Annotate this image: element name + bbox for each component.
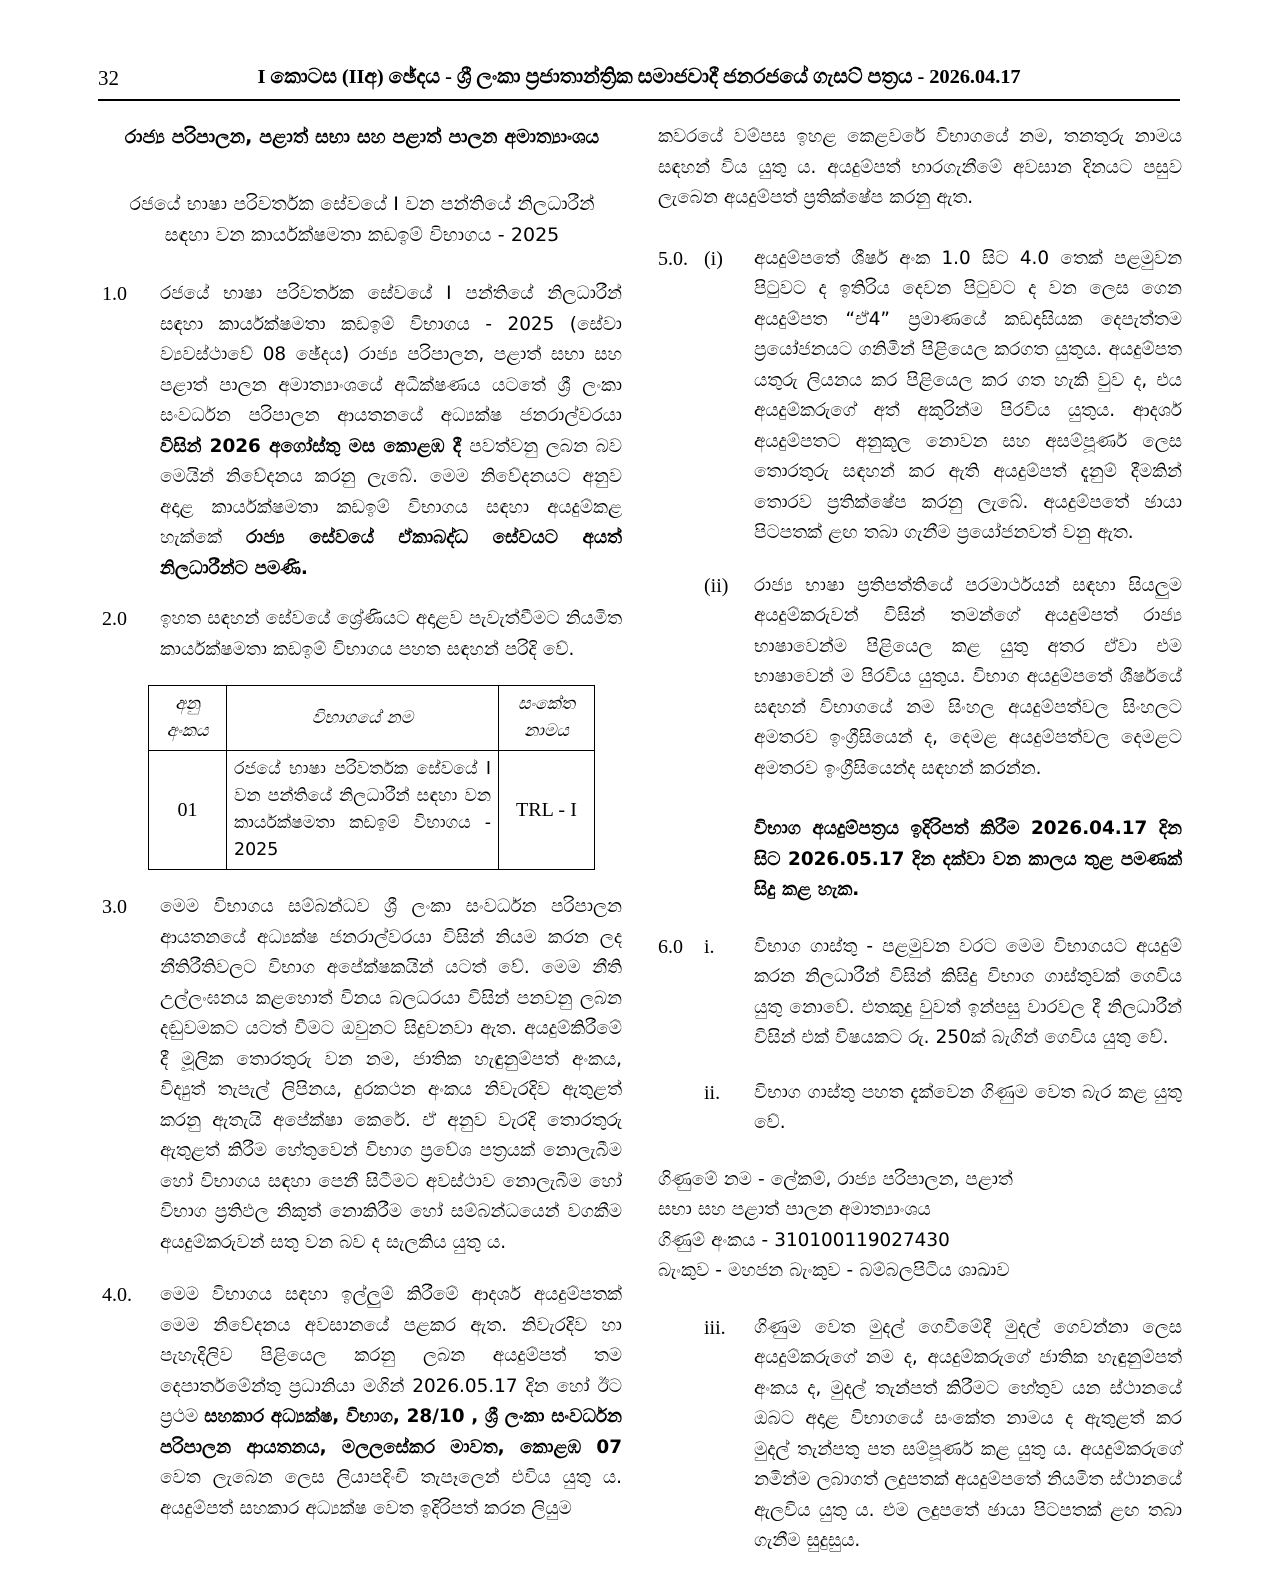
clause-6-i: [658, 932, 1182, 1054]
page-number: 32: [98, 66, 119, 90]
exam-title-heading: රජයේ භාෂා පරිවර්තක සේවයේ I වන පන්තියේ නිලධාරීන් සඳහා වන කාර්යක්ෂමතා කඩඉම් විභාගය - 2025: [129, 193, 595, 246]
header-divider-rule: [98, 99, 1180, 101]
text-run: වෙත ලැබෙන ලෙස ලියාපදිංචි තැපෑලෙන් එවිය යුතු ය. අයදුම්පත් සහකාර අධ්‍යක්ෂ වෙත ඉදිරිපත් කරන ලියුම: [160, 1467, 622, 1519]
clause-5-i-body: [754, 244, 1182, 549]
clause-6-ii: [658, 1078, 1182, 1287]
clause-3-number: 3.0: [102, 896, 127, 918]
table-header-row: [149, 686, 595, 751]
text-run: පවත්වනු ලබන බව මෙයින් නිවේදනය කරනු ලැබේ. මෙම නිවේදනයට අනුව අදාළ කාර්යක්ෂමතා කඩඉම් විභාගය සඳහා අයදුම්කළ හැක්කේ: [160, 435, 622, 548]
exam-table: [148, 685, 595, 870]
clause-2: [102, 604, 622, 665]
clause-2-number: 2.0: [102, 608, 127, 630]
clause-2-body: [160, 604, 622, 665]
clause-6-number: 6.0: [658, 935, 683, 958]
emphasised-run: සහකාර අධ්‍යක්ෂ, විභාග, 28/10 , ශ්‍රී ලංකා සංවර්ධන පරිපාලන ආයතනය, මලලසේකර මාවත, කොළඹ 07: [160, 1406, 622, 1458]
clause-6-iii-body: [754, 1313, 1182, 1557]
clause-1-body: [160, 279, 622, 584]
table-row: [149, 751, 595, 870]
text-run: විභාග ගාස්තු පහත දැක්වෙන ගිණුම වෙත බැර කළ යුතු වේ.: [754, 1081, 1182, 1133]
text-run: අයදුම්පතේ ශීර්ෂ අංක 1.0 සිට 4.0 තෙක් පළමුවන පිටුවට ද ඉතිරිය දෙවන පිටුවට ද වන ලෙස ගෙන අයදුම්පත “ඒ4” ප්‍රමාණයේ කඩදාසියක දෙපැත්තම ප්‍රයෝජනයට ගනිමින් පිළියෙල කරගත යුතුය. අයදුම්පත යතුරු ලියනය කර පිළියෙල කර ගත හැකි වුව ද, එය අයදුම්කරුගේ අත් අකුරින්ම පිරවිය යුතුය. ආදර්ශ අයදුම්පතට අනුකූල නොවන සහ අසම්පූර්ණ ලෙස තොරතුරු සඳහන් කර ඇති අයදුම්පත් දැනුම් දීමකින් තොරව ප්‍රතික්ෂේප කරනු ලැබේ. අයදුම්පතේ ඡායා පිටපතක් ළඟ තබා ගැනීම ප්‍රයෝජනවත් වනු ඇත.: [754, 247, 1182, 543]
clause-6-i-body: [754, 932, 1182, 1054]
clause-5-sub-ii: (ii): [704, 574, 729, 597]
text-run: ඉහත සඳහන් සේවයේ ශ්‍රේණියට අදාළව පැවැත්වීමට නියමිත කාර්යක්ෂමතා කඩඉම් විභාගය පහත සඳහන් පරිදි වේ.: [160, 608, 622, 660]
bank-branch-line: බැංකුව - මහජන බැංකුව - බම්බලපිටිය ශාඛාව: [658, 1260, 1010, 1281]
clause-5-i: [658, 244, 1182, 549]
text-run: විභාග ගාස්තු - පළමුවන වරට මෙම විභාගයට අයදුම් කරන නිලධාරීන් විසින් කිසිදු විභාග ගාස්තුවක් ගෙවිය යුතු නොවේ. එතකුදු වුවත් ඉන්පසු වාරවල දී නිලධාරීන් විසින් එක් විෂයකට රු. 250ක් බැගින් ගෙවිය යුතු වේ.: [754, 935, 1182, 1048]
application-period-emphasis: විභාග අයදුම්පත්‍රය ඉදිරිපත් කිරීම 2026.04.17 දින සිට 2026.05.17 දින දක්වා වන කාලය තුළ පමණක් සිදු කළ හැක.: [754, 818, 1182, 900]
right-column: [658, 122, 1182, 1577]
cell-serial-number: 01: [149, 751, 227, 870]
account-number-line: ගිණුම් අංකය - 310100119027430: [658, 1229, 950, 1251]
left-column: [102, 122, 622, 1544]
clause-5-sub-i: (i): [704, 247, 723, 270]
account-name-line-2: සභා සහ පළාත් පාලන අමාත්‍යාංශය: [658, 1199, 931, 1220]
text-run: රාජ්‍ය භාෂා ප්‍රතිපත්තියේ පරමාර්ථයන් සඳහා සියලුම අයදුම්කරුවන් විසින් තමන්ගේ අයදුම්පත් රාජ්‍ය භාෂාවෙන්ම පිළියෙල කළ යුතු අතර ඒවා එම භාෂාවෙන් ම පිරවිය යුතුය. විභාග අයදුම්පතේ ශීර්ෂයේ සඳහන් විභාගයේ නම සිංහල අයදුම්පත්වල සිංහලට අමතරව ඉංග්‍රීසියෙන් ද, දෙමළ අයදුම්පත්වල දෙමළට අමතරව ඉංග්‍රීසියෙන්ද සඳහන් කරන්න.: [754, 574, 1182, 779]
emphasised-run: විසින් 2026 අගෝස්තු මස කොළඹ දී: [160, 435, 470, 457]
bank-account-details: [658, 1165, 1182, 1287]
clause-5-number: 5.0.: [658, 247, 688, 270]
text-run: ගිණුම වෙත මුදල් ගෙවීමේදී මුදල් ගෙවන්නා ලෙස අයදුම්කරුගේ නම ද, අයදුම්කරුගේ ජාතික හැඳුනුම්පත් අංකය ද, මුදල් තැන්පත් කිරීමට හේතුව යන ස්ථානයේ ඔබට අදාළ විභාගයේ සංකේත නාමය ද ඇතුළත් කර මුදල් තැන්පතු පත සම්පූර්ණ කළ යුතු ය. අයදුම්කරුගේ නමින්ම ලබාගත් ලදුපතක් අයදුම්පතේ නියමිත ස්ථානයේ ඇලවිය යුතු ය. එම ලදුපතේ ඡායා පිටපතක් ළඟ තබා ගැනීම සුදුසුය.: [754, 1316, 1182, 1551]
account-name-line-1: ගිණුමේ නම - ලේකම්, රාජ්‍ය පරිපාලන, පළාත්: [658, 1168, 1013, 1190]
clause-3-body: [160, 892, 622, 1258]
running-header: [98, 60, 1180, 100]
emphasis-clause: [658, 814, 1182, 906]
text-run: රජයේ භාෂා පරිවර්තක සේවයේ I පන්තියේ නිලධාරීන් සඳහා කාර්යක්ෂමතා කඩඉම් විභාගය - 2025 (සේවා ව්‍යවස්ථාවේ 08 ඡේදය) රාජ්‍ය පරිපාලන, පළාත් සභා සහ පළාත් පාලන අමාත්‍යාංශයේ අධීක්ෂණය යටතේ ශ්‍රී ලංකා සංවර්ධන පරිපාලන ආයතනයේ අධ්‍යක්ෂ ජනරාල්වරයා: [160, 283, 622, 426]
column-header-serial: අනු අංකය: [149, 686, 227, 751]
column-header-exam-name: විභාගයේ නම: [227, 686, 499, 751]
ministry-heading: රාජ්‍ය පරිපාලන, පළාත් සභා සහ පළාත් පාලන අමාත්‍යාංශය: [124, 126, 600, 148]
clause-6-sub-iii: iii.: [704, 1316, 726, 1339]
clause-5-ii-body: [754, 571, 1182, 785]
column-header-code-name: සංකේත නාමය: [499, 686, 595, 751]
clause-1: [102, 279, 622, 584]
clause-1-number: 1.0: [102, 283, 127, 305]
clause-6-ii-body: [754, 1078, 1182, 1139]
clause-6-iii: [658, 1313, 1182, 1557]
clause-3: [102, 892, 622, 1258]
text-run: මෙම විභාගය සඳහා ඉල්ලුම් කිරීමේ ආදර්ශ අයදුම්පතක් මෙම නිවේදනය අවසානයේ පළකර ඇත. නිවැරදිව හා පැහැදිලිව පිළියෙල කරනු ලබන අයදුම්පත් තම දෙපාර්තමේන්තු ප්‍රධානියා මගින් 2026.05.17 දින හෝ ඊට ප්‍රථම: [160, 1284, 622, 1427]
clause-6-sub-i: i.: [704, 935, 715, 958]
clause-4-body: [160, 1280, 622, 1524]
clause-4-number: 4.0.: [102, 1284, 132, 1306]
cell-exam-name: රජයේ භාෂා පරිවර්තක සේවයේ I වන පන්තියේ නිලධාරීන් සඳහා වන කාර්යක්ෂමතා කඩඉම් විභාගය - 2025: [227, 751, 499, 870]
gazette-header-title: I කොටස (IIඅ) ඡේදය - ශ්‍රී ලංකා ප්‍රජාතාන්ත්‍රික සමාජවාදී ජනරජයේ ගැසට් පත්‍රය - 2026.04.17: [257, 66, 1021, 88]
cell-code-name: TRL - I: [499, 751, 595, 870]
text-run: මෙම විභාගය සම්බන්ධව ශ්‍රී ලංකා සංවර්ධන පරිපාලන ආයතනයේ අධ්‍යක්ෂ ජනරාල්වරයා විසින් නියම කරන ලද නීතිරීතිවලට විභාග අපේක්ෂකයින් යටත් වේ. මෙම නීති උල්ලංඝනය කළහොත් විනය බලධරයා විසින් පනවනු ලබන දඬුවමකට යටත් වීමට ඔවුනට සිදුවනවා ඇත. අයදුම්කිරීමේ දී මූලික තොරතුරු වන නම, ජාතික හැඳුනුම්පත් අංකය, විද්‍යුත් තැපැල් ලිපිනය, දුරකථන අංකය නිවැරදිව ඇතුළත් කරනු ඇතැයි අපේක්ෂා කෙරේ. ඒ අනුව වැරදි තොරතුරු ඇතුළත් කිරීම හේතුවෙන් විභාග ප්‍රවේශ පත්‍රයක් නොලැබීම හෝ විභාගය සඳහා පෙනී සිටීමට අවස්ථාව නොලැබීම හෝ විභාග ප්‍රතිඵල නිකුත් නොකිරීම හෝ සම්බන්ධයෙන් වගකීම අයදුම්කරුවන් සතු වන බව ද සැලකිය යුතු ය.: [160, 896, 622, 1253]
clause-4: [102, 1280, 622, 1524]
emphasised-run: රාජ්‍ය සේවයේ ඒකාබද්ධ සේවයට අයත් නිලධාරීන්ට පමණි.: [160, 527, 622, 579]
clause-6-sub-ii: ii.: [704, 1081, 721, 1104]
clause-5-ii: [658, 571, 1182, 785]
continuation-paragraph: කවරයේ වම්පස ඉහළ කෙළවරේ විභාගයේ නම, තනතුරු නාමය සඳහන් විය යුතු ය. අයදුම්පත් භාරගැනීමේ අවසාන දිනයට පසුව ලැබෙන අයදුම්පත් ප්‍රතික්ෂේප කරනු ඇත.: [658, 126, 1182, 208]
